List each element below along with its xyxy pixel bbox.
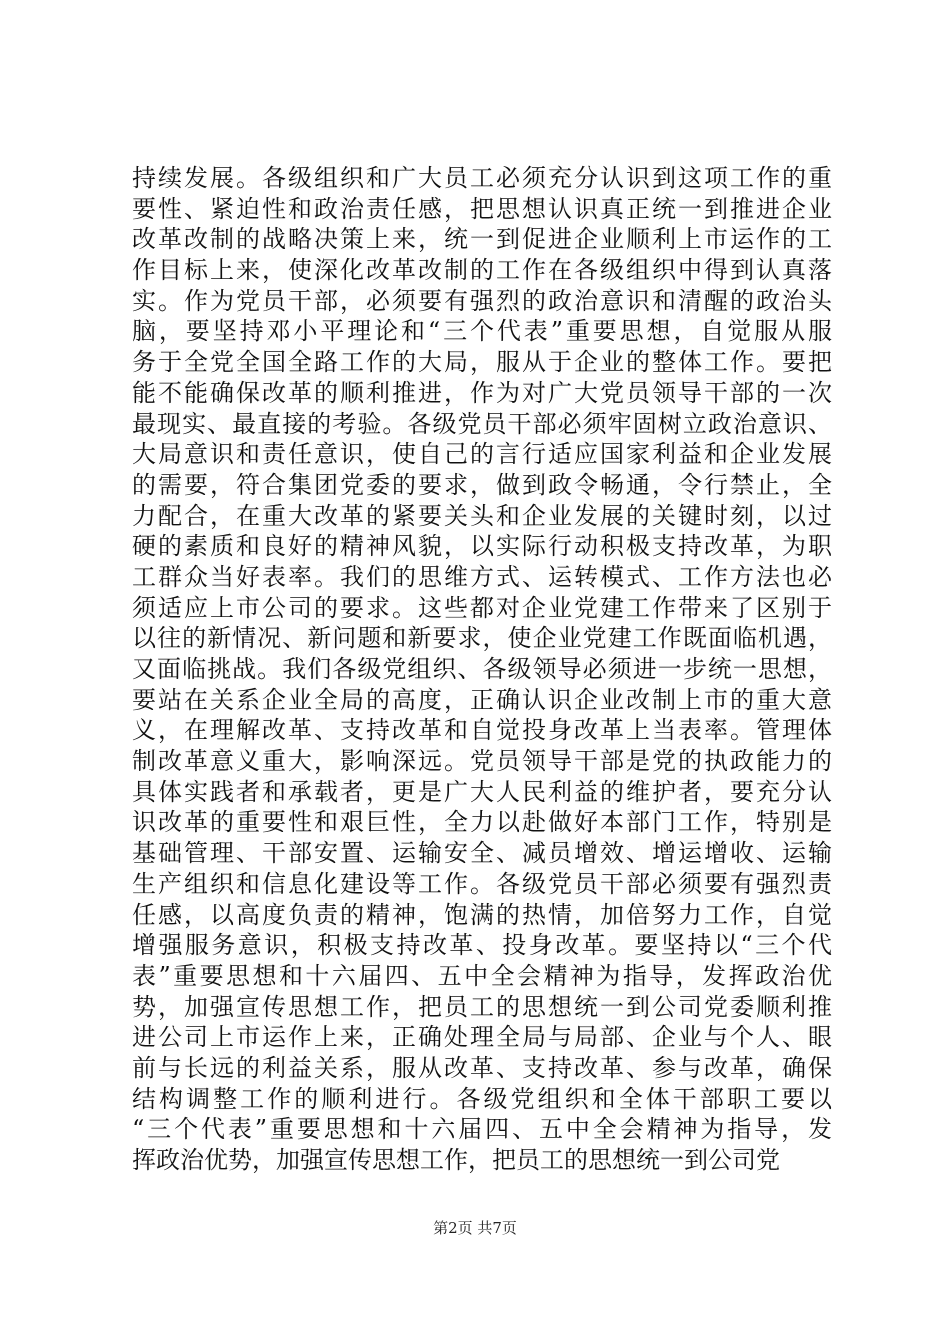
body-text-line: 表”重要思想和十六届四、五中全会精神为指导，发挥政治优 — [132, 961, 832, 990]
body-text-line: 务于全党全国全路工作的大局，服从于企业的整体工作。要把 — [132, 348, 832, 377]
body-text-line: 要站在关系企业全局的高度，正确认识企业改制上市的重大意 — [132, 685, 832, 714]
body-text-line: 硬的素质和良好的精神风貌，以实际行动积极支持改革，为职 — [132, 532, 832, 561]
body-text-line: 基础管理、干部安置、运输安全、减员增效、增运增收、运输 — [132, 839, 832, 868]
body-text-line: 最现实、最直接的考验。各级党员干部必须牢固树立政治意识、 — [132, 409, 832, 438]
body-paragraph — [132, 163, 832, 1176]
body-text-line: 制改革意义重大，影响深远。党员领导干部是党的执政能力的 — [132, 747, 832, 776]
body-text-line: 任感，以高度负责的精神，饱满的热情，加倍努力工作，自觉 — [132, 900, 832, 929]
body-text-line: 大局意识和责任意识，使自己的言行适应国家利益和企业发展 — [132, 440, 832, 469]
page-footer: 第2页 共7页 — [433, 1219, 517, 1237]
body-text-line: 义，在理解改革、支持改革和自觉投身改革上当表率。管理体 — [132, 716, 832, 745]
body-text-line: 前与长远的利益关系，服从改革、支持改革、参与改革，确保 — [132, 1053, 832, 1082]
body-text-line: 结构调整工作的顺利进行。各级党组织和全体干部职工要以 — [132, 1084, 832, 1113]
body-text-line: 进公司上市运作上来，正确处理全局与局部、企业与个人、眼 — [132, 1023, 832, 1052]
body-text-line: 作目标上来，使深化改革改制的工作在各级组织中得到认真落 — [132, 256, 832, 285]
body-text-line: 实。作为党员干部，必须要有强烈的政治意识和清醒的政治头 — [132, 286, 832, 315]
body-text-line: 持续发展。各级组织和广大员工必须充分认识到这项工作的重 — [132, 164, 832, 192]
body-text-line: 识改革的重要性和艰巨性，全力以赴做好本部门工作，特别是 — [132, 808, 832, 837]
body-text-line: 又面临挑战。我们各级党组织、各级领导必须进一步统一思想， — [132, 655, 832, 683]
body-text-line: 生产组织和信息化建设等工作。各级党员干部必须要有强烈责 — [132, 869, 832, 898]
body-text-line: 增强服务意识，积极支持改革、投身改革。要坚持以“三个代 — [132, 931, 832, 960]
body-text-line: 工群众当好表率。我们的思维方式、运转模式、工作方法也必 — [132, 562, 832, 591]
body-text-line: 势，加强宣传思想工作，把员工的思想统一到公司党委顺利推 — [132, 992, 832, 1021]
body-text-line: 力配合，在重大改革的紧要关头和企业发展的关键时刻，以过 — [132, 501, 832, 530]
body-text-line: 以往的新情况、新问题和新要求，使企业党建工作既面临机遇， — [132, 624, 832, 653]
body-text-line: 脑，要坚持邓小平理论和“三个代表”重要思想，自觉服从服 — [132, 317, 832, 346]
body-text-line: 具体实践者和承载者，更是广大人民利益的维护者，要充分认 — [132, 777, 832, 806]
body-text-line: 改革改制的战略决策上来，统一到促进企业顺利上市运作的工 — [132, 225, 832, 254]
body-text-line: “三个代表”重要思想和十六届四、五中全会精神为指导，发 — [132, 1115, 832, 1144]
body-text-line: 的需要，符合集团党委的要求，做到政令畅通，令行禁止，全 — [132, 470, 832, 499]
body-text-line: 须适应上市公司的要求。这些都对企业党建工作带来了区别于 — [132, 593, 832, 622]
body-text-line: 挥政治优势，加强宣传思想工作，把员工的思想统一到公司党 — [132, 1146, 780, 1174]
body-text-line: 能不能确保改革的顺利推进，作为对广大党员领导干部的一次 — [132, 378, 832, 407]
body-text-line: 要性、紧迫性和政治责任感，把思想认识真正统一到推进企业 — [132, 194, 832, 223]
